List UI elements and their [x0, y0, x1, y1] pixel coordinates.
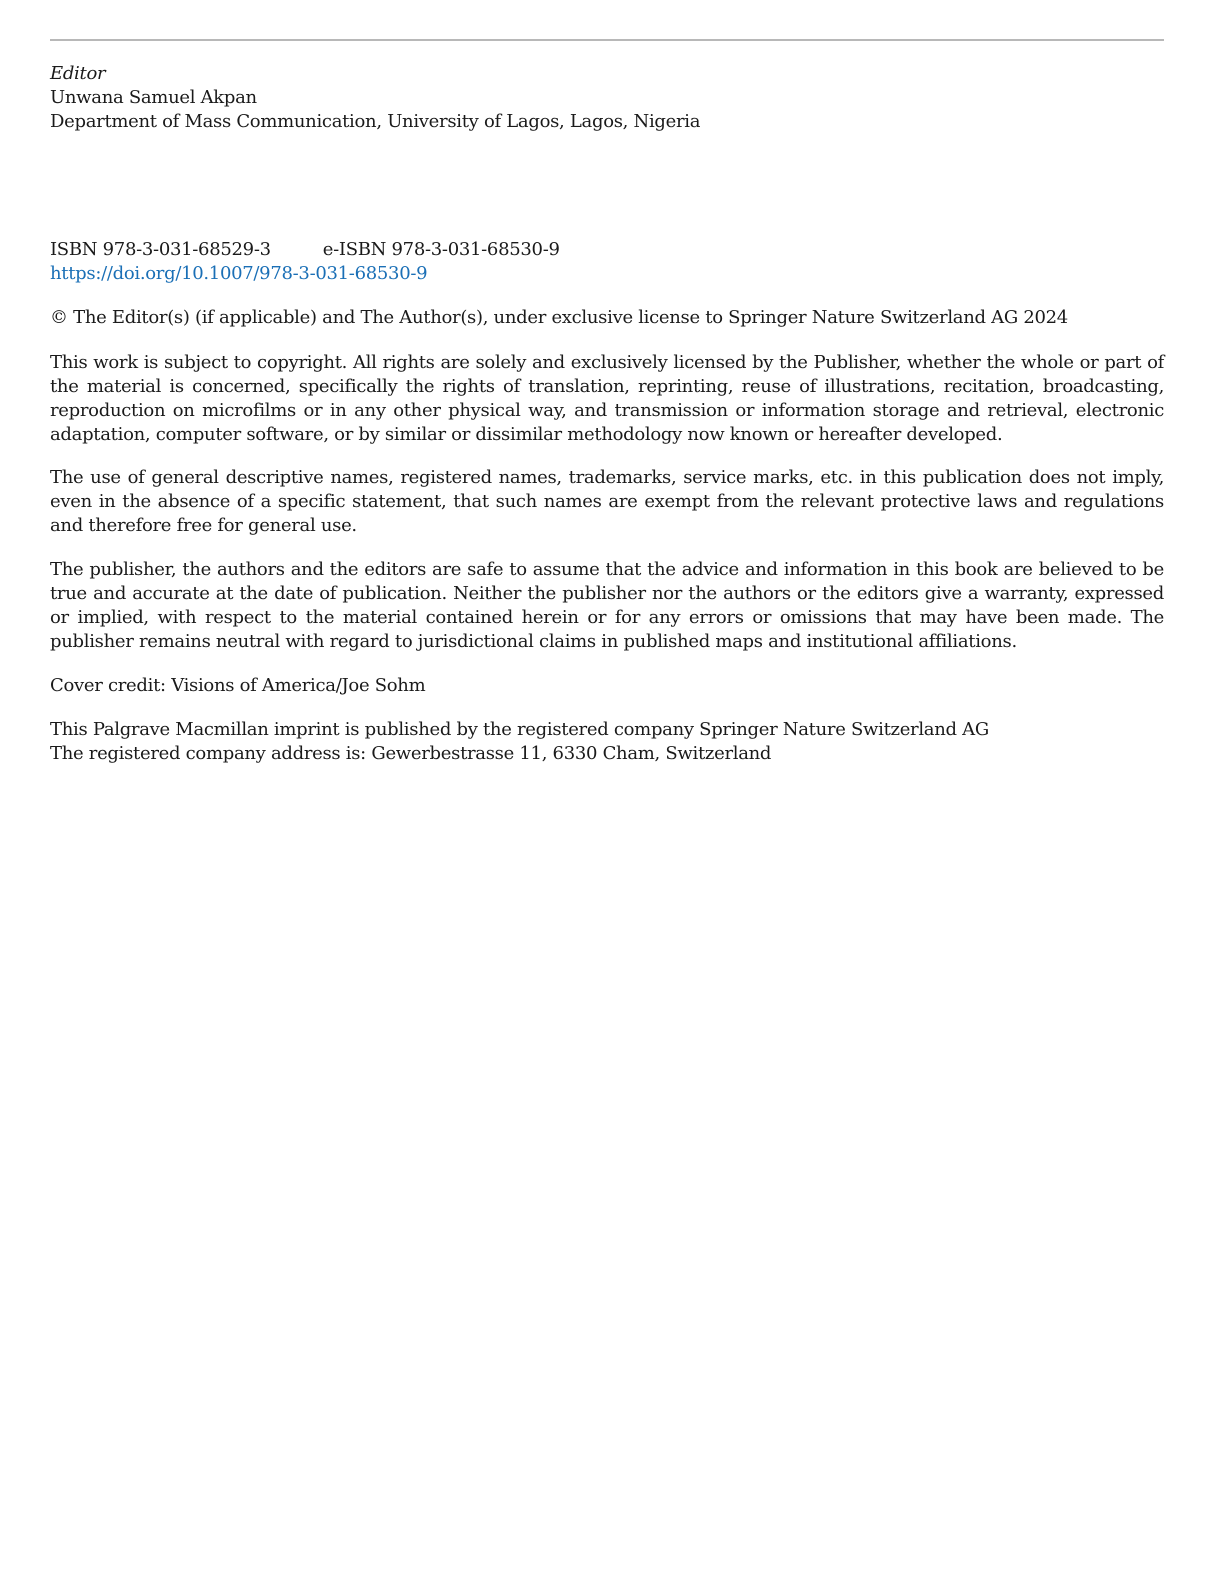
- identifiers-block: [50, 238, 1164, 286]
- cover-credit: [50, 674, 1164, 698]
- disclaimer-paragraph: The publisher, the authors and the editors are safe to assume that the advice and information in this book are believed to be true and accurate at the date of publication. Neither the publisher nor the authors or the editors give a warranty, expressed or implied, with respect to the material contained herein or for any errors or omissions that may have been made. The publisher remains neutral with regard to jurisdictional claims in published maps and institutional affiliations.: [50, 559, 1164, 652]
- copyright-statement: © The Editor(s) (if applicable) and The Author(s), under exclusive license to Springer Nature Switzerland AG 2024: [50, 307, 1068, 328]
- cover-credit-text: Cover credit: Visions of America/Joe Sohm: [50, 675, 426, 696]
- copyright-paragraph: This work is subject to copyright. All rights are solely and exclusively licensed by the Publisher, whether the whole or part of the material is concerned, specifically the rights of translation, reprinting, reuse of illustrations, recitation, broadcasting, reproduction on microfilms or in any other physical way, and transmission or information storage and retrieval, electronic adaptation, computer software, or by similar or dissimilar methodology now known or hereafter developed.: [50, 352, 1164, 445]
- isbn: ISBN 978-3-031-68529-3: [50, 239, 271, 260]
- doi-link[interactable]: https://doi.org/10.1007/978-3-031-68530-9: [50, 263, 428, 284]
- eisbn: e-ISBN 978-3-031-68530-9: [322, 239, 560, 260]
- isbn-row: [50, 238, 1164, 262]
- editor-label: Editor: [50, 63, 106, 84]
- editor-block: [50, 62, 1164, 134]
- editor-affiliation: Department of Mass Communication, University of Lagos, Lagos, Nigeria: [50, 111, 701, 132]
- trademarks-paragraph: The use of general descriptive names, registered names, trademarks, service marks, etc. in this publication does not imply, even in the absence of a specific statement, that such names are exempt from the relevant protective laws and regulations and therefore free for general use.: [50, 467, 1164, 536]
- publisher-address: The registered company address is: Gewerbestrasse 11, 6330 Cham, Switzerland: [50, 743, 772, 764]
- copyright-line: [50, 306, 1164, 330]
- publisher-block: [50, 718, 1164, 766]
- editor-name: Unwana Samuel Akpan: [50, 87, 257, 108]
- top-divider: [50, 39, 1164, 41]
- publisher-imprint: This Palgrave Macmillan imprint is published by the registered company Springer Nature Switzerland AG: [50, 719, 989, 740]
